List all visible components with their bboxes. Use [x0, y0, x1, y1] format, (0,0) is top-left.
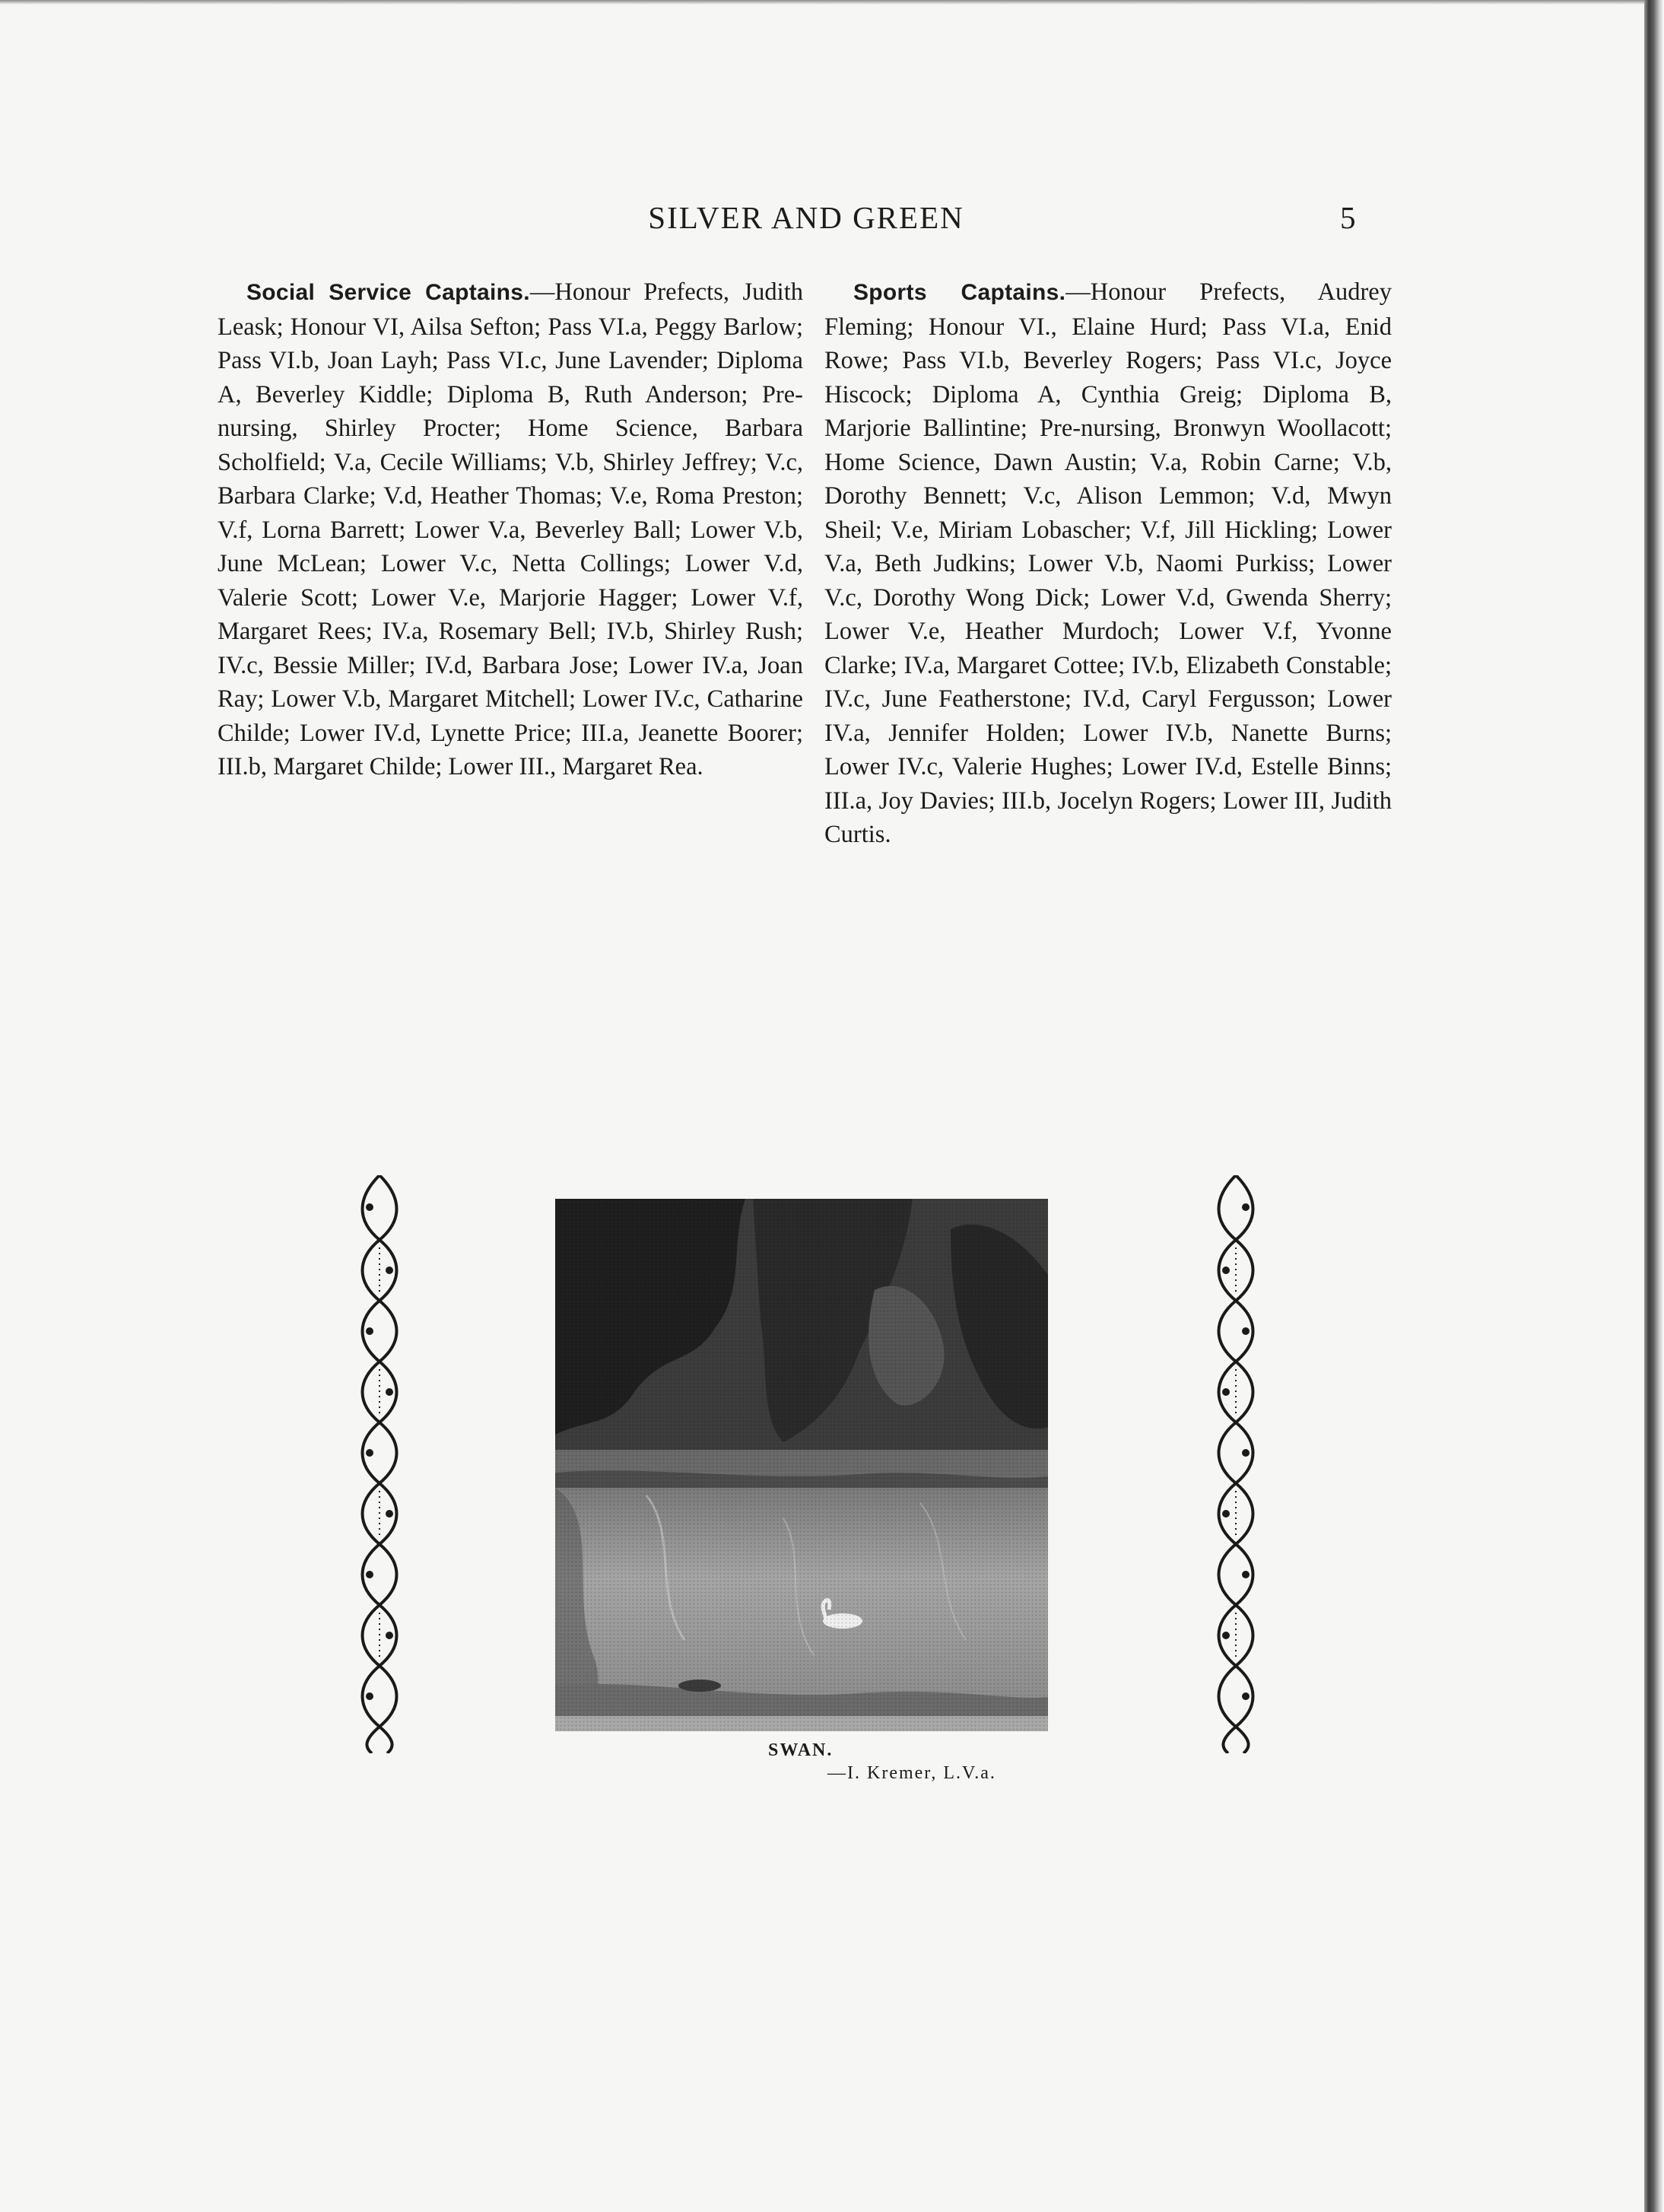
- page-top-edge: [0, 0, 1647, 5]
- social-service-heading: Social Service Captains.: [246, 280, 530, 305]
- photo-caption-credit: —I. Kremer, L.V.a.: [827, 1763, 996, 1783]
- sports-column: [824, 275, 1392, 852]
- sports-body: —Honour Prefects, Audrey Fleming; Honour VI., Elaine Hurd; Pass VI.a, Enid Rowe; Pass VI.b, Beverley Rogers; Pass VI.c, Joyce Hiscock; Diploma A, Cynthia Greig; Diploma B, Marjorie Ballintine; Pre-nursing, Bronwyn Woollacott; Home Science, Dawn Austin; V.a, Robin Carne; V.b, Dorothy Bennett; V.c, Alison Lemmon; V.d, Mwyn Sheil; V.e, Miriam Lobascher; V.f, Jill Hickling; Lower V.a, Beth Judkins; Lower V.b, Naomi Purkiss; Lower V.c, Dorothy Wong Dick; Lower V.d, Gwenda Sherry; Lower V.e, Heather Murdoch; Lower V.f, Yvonne Clarke; IV.a, Margaret Cottee; IV.b, Elizabeth Constable; IV.c, June Featherstone; IV.d, Caryl Fergusson; Lower IV.a, Jennifer Holden; Lower IV.b, Nanette Burns; Lower IV.c, Valerie Hughes; Lower IV.d, Estelle Binns; III.a, Joy Davies; III.b, Jocelyn Rogers; Lower III, Judith Curtis.: [824, 278, 1392, 848]
- page-number: 5: [1340, 200, 1356, 235]
- photo-caption-title: SWAN.: [768, 1740, 834, 1760]
- social-service-paragraph: [218, 275, 803, 784]
- sports-heading: Sports Captains.: [853, 280, 1066, 305]
- social-service-column: [218, 275, 803, 784]
- sports-paragraph: [824, 275, 1392, 852]
- swan-photograph: [555, 1199, 1048, 1731]
- scroll-ornament-right: [1209, 1175, 1262, 1753]
- running-head: SILVER AND GREEN: [648, 200, 964, 235]
- social-service-body: —Honour Prefects, Judith Leask; Honour VI, Ailsa Sefton; Pass VI.a, Peggy Barlow; Pass VI.b, Joan Layh; Pass VI.c, June Lavender; Diploma A, Beverley Kiddle; Diploma B, Ruth Anderson; Pre-nursing, Shirley Procter; Home Science, Barbara Scholfield; V.a, Cecile Williams; V.b, Shirley Jeffrey; V.c, Barbara Clarke; V.d, Heather Thomas; V.e, Roma Preston; V.f, Lorna Barrett; Lower V.a, Beverley Ball; Lower V.b, June McLean; Lower V.c, Netta Collings; Lower V.d, Valerie Scott; Lower V.e, Marjorie Hagger; Lower V.f, Margaret Rees; IV.a, Rosemary Bell; IV.b, Shirley Rush; IV.c, Bessie Miller; IV.d, Barbara Jose; Lower IV.a, Joan Ray; Lower V.b, Margaret Mitchell; Lower IV.c, Catharine Childe; Lower IV.d, Lynette Price; III.a, Jeanette Boorer; III.b, Margaret Childe; Lower III., Margaret Rea.: [218, 278, 803, 780]
- scroll-ornament-left: [353, 1175, 406, 1753]
- page-binding-edge: [1644, 0, 1664, 2212]
